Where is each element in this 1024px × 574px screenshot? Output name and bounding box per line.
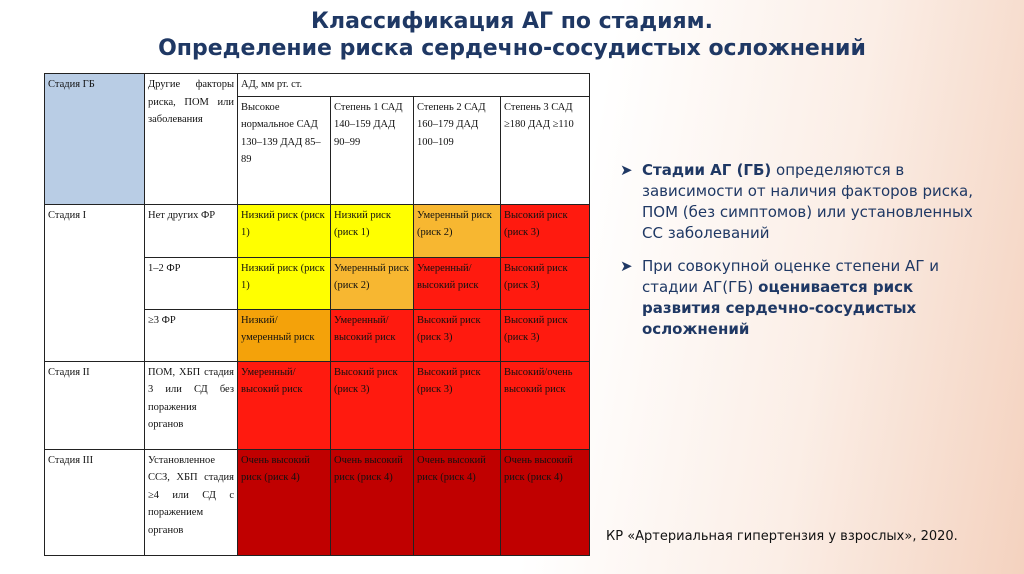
row-factor: ≥3 ФР bbox=[145, 309, 238, 361]
risk-cell: Высокий/очень высокий риск bbox=[501, 361, 590, 449]
row-factor: Установленное ССЗ, ХБП стадия ≥4 или СД с поражением органов bbox=[145, 449, 238, 555]
bullet-item bbox=[618, 160, 978, 244]
citation: КР «Артериальная гипертензия у взрослых», 2020. bbox=[606, 529, 958, 544]
title-line-1: Классификация АГ по стадиям. bbox=[311, 9, 713, 34]
table-row bbox=[45, 449, 590, 555]
risk-cell: Высокий риск (риск 3) bbox=[501, 257, 590, 309]
bullet-1-bold: Стадии АГ (ГБ) bbox=[642, 161, 772, 179]
arrow-right-icon: ➤ bbox=[620, 257, 633, 275]
row-factor: ПОМ, ХБП стадия 3 или СД без поражения органов bbox=[145, 361, 238, 449]
risk-cell: Умеренный риск (риск 2) bbox=[331, 257, 414, 309]
risk-cell: Высокий риск (риск 3) bbox=[414, 361, 501, 449]
risk-cell: Высокий риск (риск 3) bbox=[501, 204, 590, 257]
row-stage: Стадия III bbox=[45, 449, 145, 555]
header-col-1: Высокое нормальное САД 130–139 ДАД 85–89 bbox=[238, 96, 331, 204]
risk-cell: Умеренный/ высокий риск bbox=[414, 257, 501, 309]
header-stage: Стадия ГБ bbox=[45, 74, 145, 205]
row-factor: Нет других ФР bbox=[145, 204, 238, 257]
row-factor: 1–2 ФР bbox=[145, 257, 238, 309]
risk-cell: Высокий риск (риск 3) bbox=[501, 309, 590, 361]
bullet-list bbox=[618, 160, 978, 352]
risk-cell: Низкий риск (риск 1) bbox=[331, 204, 414, 257]
risk-cell: Низкий/ умеренный риск bbox=[238, 309, 331, 361]
risk-cell: Очень высокий риск (риск 4) bbox=[331, 449, 414, 555]
header-col-3: Степень 2 САД 160–179 ДАД 100–109 bbox=[414, 96, 501, 204]
table-row bbox=[45, 361, 590, 449]
header-col-2: Степень 1 САД 140–159 ДАД 90–99 bbox=[331, 96, 414, 204]
slide-title bbox=[0, 8, 1024, 62]
risk-cell: Очень высокий риск (риск 4) bbox=[238, 449, 331, 555]
risk-cell: Умеренный/ высокий риск bbox=[331, 309, 414, 361]
risk-table bbox=[44, 73, 590, 556]
risk-cell: Высокий риск (риск 3) bbox=[331, 361, 414, 449]
risk-cell: Умеренный/ высокий риск bbox=[238, 361, 331, 449]
bullet-1-text: определяются в зависимости от наличия факторов риска, ПОМ (без симптомов) или установленных СС заболеваний bbox=[642, 161, 974, 242]
arrow-right-icon: ➤ bbox=[620, 161, 633, 179]
risk-cell: Очень высокий риск (риск 4) bbox=[414, 449, 501, 555]
bullet-2-bold: оценивается риск развития сердечно-сосудистых осложнений bbox=[642, 278, 917, 338]
risk-cell: Высокий риск (риск 3) bbox=[414, 309, 501, 361]
risk-cell: Низкий риск (риск 1) bbox=[238, 204, 331, 257]
header-factors: Другие факторы риска, ПОМ или заболевания bbox=[145, 74, 238, 205]
header-bp: АД, мм рт. ст. bbox=[238, 74, 590, 97]
row-stage: Стадия I bbox=[45, 204, 145, 361]
row-stage: Стадия II bbox=[45, 361, 145, 449]
risk-cell: Низкий риск (риск 1) bbox=[238, 257, 331, 309]
title-line-2: Определение риска сердечно-сосудистых осложнений bbox=[158, 36, 866, 61]
risk-cell: Очень высокий риск (риск 4) bbox=[501, 449, 590, 555]
header-col-4: Степень 3 САД ≥180 ДАД ≥110 bbox=[501, 96, 590, 204]
bullet-2-text: При совокупной оценке степени АГ и стадии АГ(ГБ) bbox=[642, 257, 939, 296]
table-row bbox=[45, 204, 590, 257]
bullet-item bbox=[618, 256, 978, 340]
risk-cell: Умеренный риск (риск 2) bbox=[414, 204, 501, 257]
